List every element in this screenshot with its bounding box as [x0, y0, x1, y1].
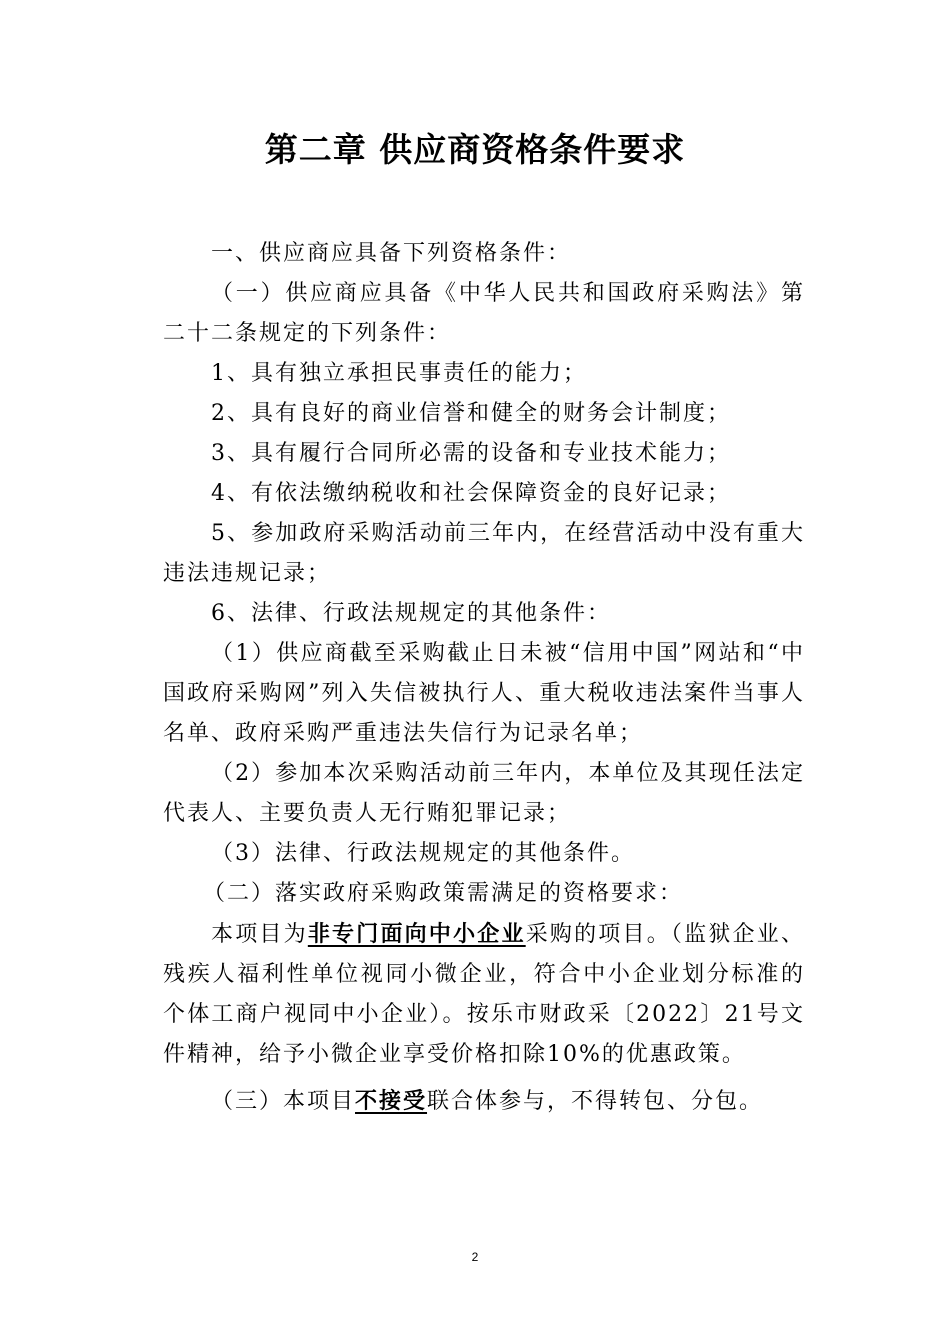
consortium-text-pre: （三）本项目: [211, 1089, 356, 1114]
consortium-text-post: 联合体参与，不得转包、分包。: [427, 1089, 764, 1114]
paragraph-item-5: 5、参加政府采购活动前三年内，在经营活动中没有重大违法违规记录；: [163, 521, 805, 586]
sme-policy-text-post: 采购的项目。（监狱企业、残疾人福利性单位视同小微企业，符合中小企业划分标准的个体工商户视同中小企业）。按乐市财政采〔2022〕21号文件精神，给予小微企业享受价格扣除10%的优惠政策。: [163, 922, 805, 1067]
paragraph-subitem-2: （2）参加本次采购活动前三年内，本单位及其现任法定代表人、主要负责人无行贿犯罪记录；: [163, 761, 805, 826]
paragraph-item-4: 4、有依法缴纳税收和社会保障资金的良好记录；: [211, 481, 731, 506]
paragraph-item-1: 1、具有独立承担民事责任的能力；: [211, 361, 587, 386]
paragraph-sme-policy: [163, 914, 805, 1075]
sme-policy-text-pre: 本项目为: [211, 922, 308, 947]
paragraph-item-2: 2、具有良好的商业信誉和健全的财务会计制度；: [211, 401, 731, 426]
paragraph-item-3: 3、具有履行合同所必需的设备和专业技术能力；: [211, 441, 731, 466]
paragraph-policy-heading: （二）落实政府采购政策需满足的资格要求：: [203, 881, 684, 906]
paragraph-item-6: 6、法律、行政法规规定的其他条件：: [211, 601, 611, 626]
paragraph-subitem-1: （1）供应商截至采购截止日未被“信用中国”网站和“中国政府采购网”列入失信被执行人、重大税收违法案件当事人名单、政府采购严重违法失信行为记录名单；: [163, 641, 805, 746]
paragraph-qualification-heading: 一、供应商应具备下列资格条件：: [211, 241, 572, 266]
page-number: 2: [471, 1250, 479, 1264]
paragraph-subitem-3: （3）法律、行政法规规定的其他条件。: [211, 841, 635, 866]
document-body: [163, 234, 805, 1122]
paragraph-consortium: [163, 1081, 805, 1122]
sme-policy-emphasis: 非专门面向中小企业: [307, 921, 526, 947]
paragraph-procurement-law: （一）供应商应具备《中华人民共和国政府采购法》第二十二条规定的下列条件：: [163, 281, 805, 346]
consortium-emphasis: 不接受: [355, 1088, 428, 1114]
chapter-title: 第二章 供应商资格条件要求: [264, 130, 686, 169]
